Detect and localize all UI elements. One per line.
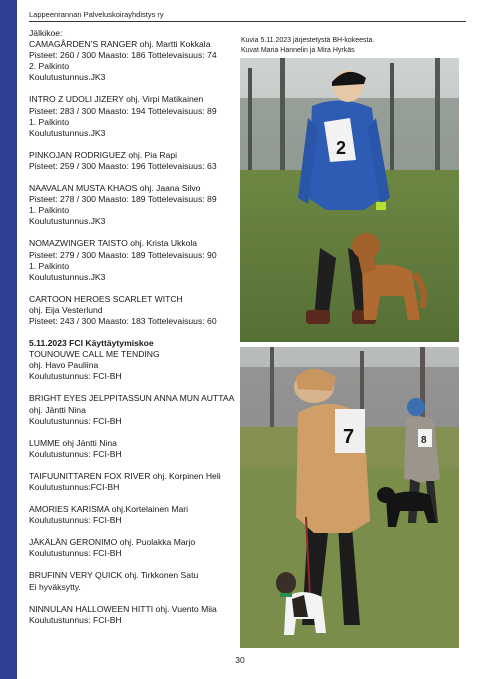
- result-entry: [29, 570, 234, 592]
- result-entry: [29, 393, 234, 426]
- result-line: TAIFUUNITTAREN FOX RIVER ohj. Korpinen Heli: [29, 470, 221, 481]
- result-line: NINNULAN HALLOWEEN HITTI ohj. Vuento Miia: [29, 603, 217, 614]
- trial-results-list: [29, 28, 234, 327]
- page-header: Lappeenrannan Palveluskoirayhdistys ry: [29, 10, 164, 19]
- result-line: Pisteet: 260 / 300 Maasto: 186 Tottelevaisuus: 74: [29, 50, 217, 61]
- result-line: NAAVALAN MUSTA KHAOS ohj. Jaana Silvo: [29, 183, 201, 194]
- result-line: Koulutustunnus: FCI-BH: [29, 614, 122, 625]
- result-line: Ei hyväksytty.: [29, 581, 81, 592]
- result-entry: [29, 438, 234, 460]
- results-column: [29, 28, 234, 637]
- photo-bh-test-handlers: [240, 347, 459, 648]
- result-line: PINKOJAN RODRIGUEZ ohj. Pia Rapi: [29, 149, 178, 160]
- result-entry: [29, 471, 234, 493]
- result-line: BRIGHT EYES JELPPITASSUN ANNA MUN AUTTAA: [29, 393, 235, 404]
- caption-line: Kuvat Maria Hannelin ja Mira Hyrkäs: [241, 46, 355, 54]
- result-line: Koulutustunnus.JK3: [29, 127, 106, 138]
- result-line: Koulutustunnus.JK3: [29, 72, 106, 83]
- result-line: Koulutustunnus: FCI-BH: [29, 515, 122, 526]
- result-line: Koulutustunnus: FCI-BH: [29, 548, 122, 559]
- result-line: Pisteet: 278 / 300 Maasto: 189 Tottelevaisuus: 89: [29, 194, 217, 205]
- result-entry: [29, 28, 234, 83]
- result-entry: [29, 537, 234, 559]
- page-number: 30: [235, 655, 245, 665]
- result-entry: [29, 238, 234, 282]
- result-entry: [29, 183, 234, 227]
- result-line: AMORIES KARISMA ohj.Kortelainen Mari: [29, 504, 189, 515]
- result-line: Koulutustunnus: FCI-BH: [29, 415, 122, 426]
- result-line: INTRO Z UDOLI JIZERY ohj. Virpi Matikainen: [29, 94, 204, 105]
- result-entry: [29, 349, 234, 382]
- photo-handler-with-brown-dog: [240, 58, 459, 342]
- result-line: Koulutustunnus.JK3: [29, 216, 106, 227]
- left-accent-bar: [0, 0, 17, 679]
- bib-number: 2: [336, 138, 347, 158]
- result-line: 1. Palkinto: [29, 260, 70, 271]
- result-line: ohj. Havo Pauliina: [29, 360, 99, 371]
- result-line: CARTOON HEROES SCARLET WITCH: [29, 293, 183, 304]
- result-entry: [29, 150, 234, 172]
- result-line: Pisteet: 283 / 300 Maasto: 194 Tottelevaisuus: 89: [29, 105, 217, 116]
- bib-number: 8: [421, 435, 427, 446]
- result-line: CAMAGÅRDEN’S RANGER ohj. Martti Kokkala: [29, 39, 211, 50]
- result-entry: [29, 94, 234, 138]
- result-line: Koulutustunnus: FCI-BH: [29, 448, 122, 459]
- result-line: NOMAZWINGER TAISTO ohj. Krista Ukkola: [29, 238, 198, 249]
- result-line: ohj. Jäntti Nina: [29, 404, 86, 415]
- result-line: ohj. Eija Vesterlund: [29, 304, 103, 315]
- bh-results-list: [29, 349, 234, 626]
- result-line: BRUFINN VERY QUICK ohj. Tirkkonen Satu: [29, 570, 199, 581]
- result-line: Pisteet: 279 / 300 Maasto: 189 Tottelevaisuus: 90: [29, 249, 217, 260]
- result-entry: [29, 504, 234, 526]
- bib-number: 7: [343, 426, 355, 448]
- result-entry: [29, 604, 234, 626]
- result-line: 2. Palkinto: [29, 61, 70, 72]
- result-line: Pisteet: 259 / 300 Maasto: 196 Tottelevaisuus: 63: [29, 160, 217, 171]
- result-line: JÄKÄLÄN GERONIMO ohj. Puolakka Marjo: [29, 537, 196, 548]
- result-line: Koulutustunnus:FCI-BH: [29, 482, 120, 492]
- result-line: Jälkikoe:: [29, 28, 63, 38]
- result-line: Koulutustunnus: FCI-BH: [29, 371, 122, 382]
- result-line: Koulutustunnus.JK3: [29, 271, 106, 282]
- result-line: Pisteet: 243 / 300 Maasto: 183 Tottelevaisuus: 60: [29, 315, 217, 326]
- caption-line: Kuvia 5.11.2023 järjestetystä BH-kokeesta.: [241, 37, 375, 44]
- section-title: 5.11.2023 FCI Käyttäytymiskoe: [29, 338, 154, 349]
- result-entry: [29, 294, 234, 327]
- header-divider: [29, 21, 466, 22]
- photo-caption: [241, 36, 374, 55]
- result-line: 1. Palkinto: [29, 205, 70, 216]
- result-line: TOUNOUWE CALL ME TENDING: [29, 349, 160, 360]
- result-line: LUMME ohj Jäntti Nina: [29, 437, 117, 448]
- result-line: 1. Palkinto: [29, 116, 70, 127]
